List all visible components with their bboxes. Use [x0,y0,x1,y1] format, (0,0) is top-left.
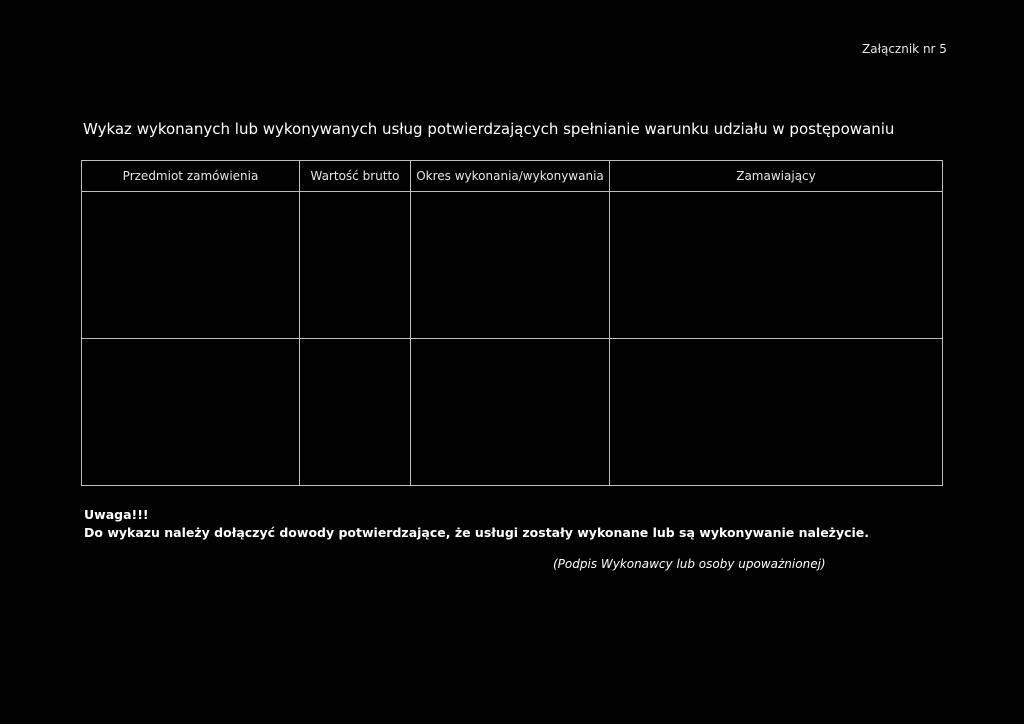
table-row [82,192,943,339]
table-cell[interactable] [300,192,411,339]
table-cell[interactable] [300,339,411,486]
column-header-subject: Przedmiot zamówienia [82,161,300,192]
note-text: Do wykazu należy dołączyć dowody potwierdzające, że usługi zostały wykonane lub są wykonywanie należycie. [84,525,870,540]
table-cell[interactable] [411,192,610,339]
note-block [84,506,869,542]
signature-caption: (Podpis Wykonawcy lub osoby upoważnionej) [553,557,826,571]
table-row [82,339,943,486]
table-cell[interactable] [82,339,300,486]
table-cell[interactable] [610,192,943,339]
table-cell[interactable] [610,339,943,486]
document-title: Wykaz wykonanych lub wykonywanych usług potwierdzających spełnianie warunku udziału w postępowaniu [83,120,895,138]
note-heading: Uwaga!!! [84,507,149,522]
column-header-contracting-authority: Zamawiający [610,161,943,192]
table-header-row [82,161,943,192]
column-header-gross-value: Wartość brutto [300,161,411,192]
table-cell[interactable] [82,192,300,339]
column-header-period: Okres wykonania/wykonywania [411,161,610,192]
table-cell[interactable] [411,339,610,486]
annex-label: Załącznik nr 5 [862,42,947,56]
services-table [81,160,943,486]
